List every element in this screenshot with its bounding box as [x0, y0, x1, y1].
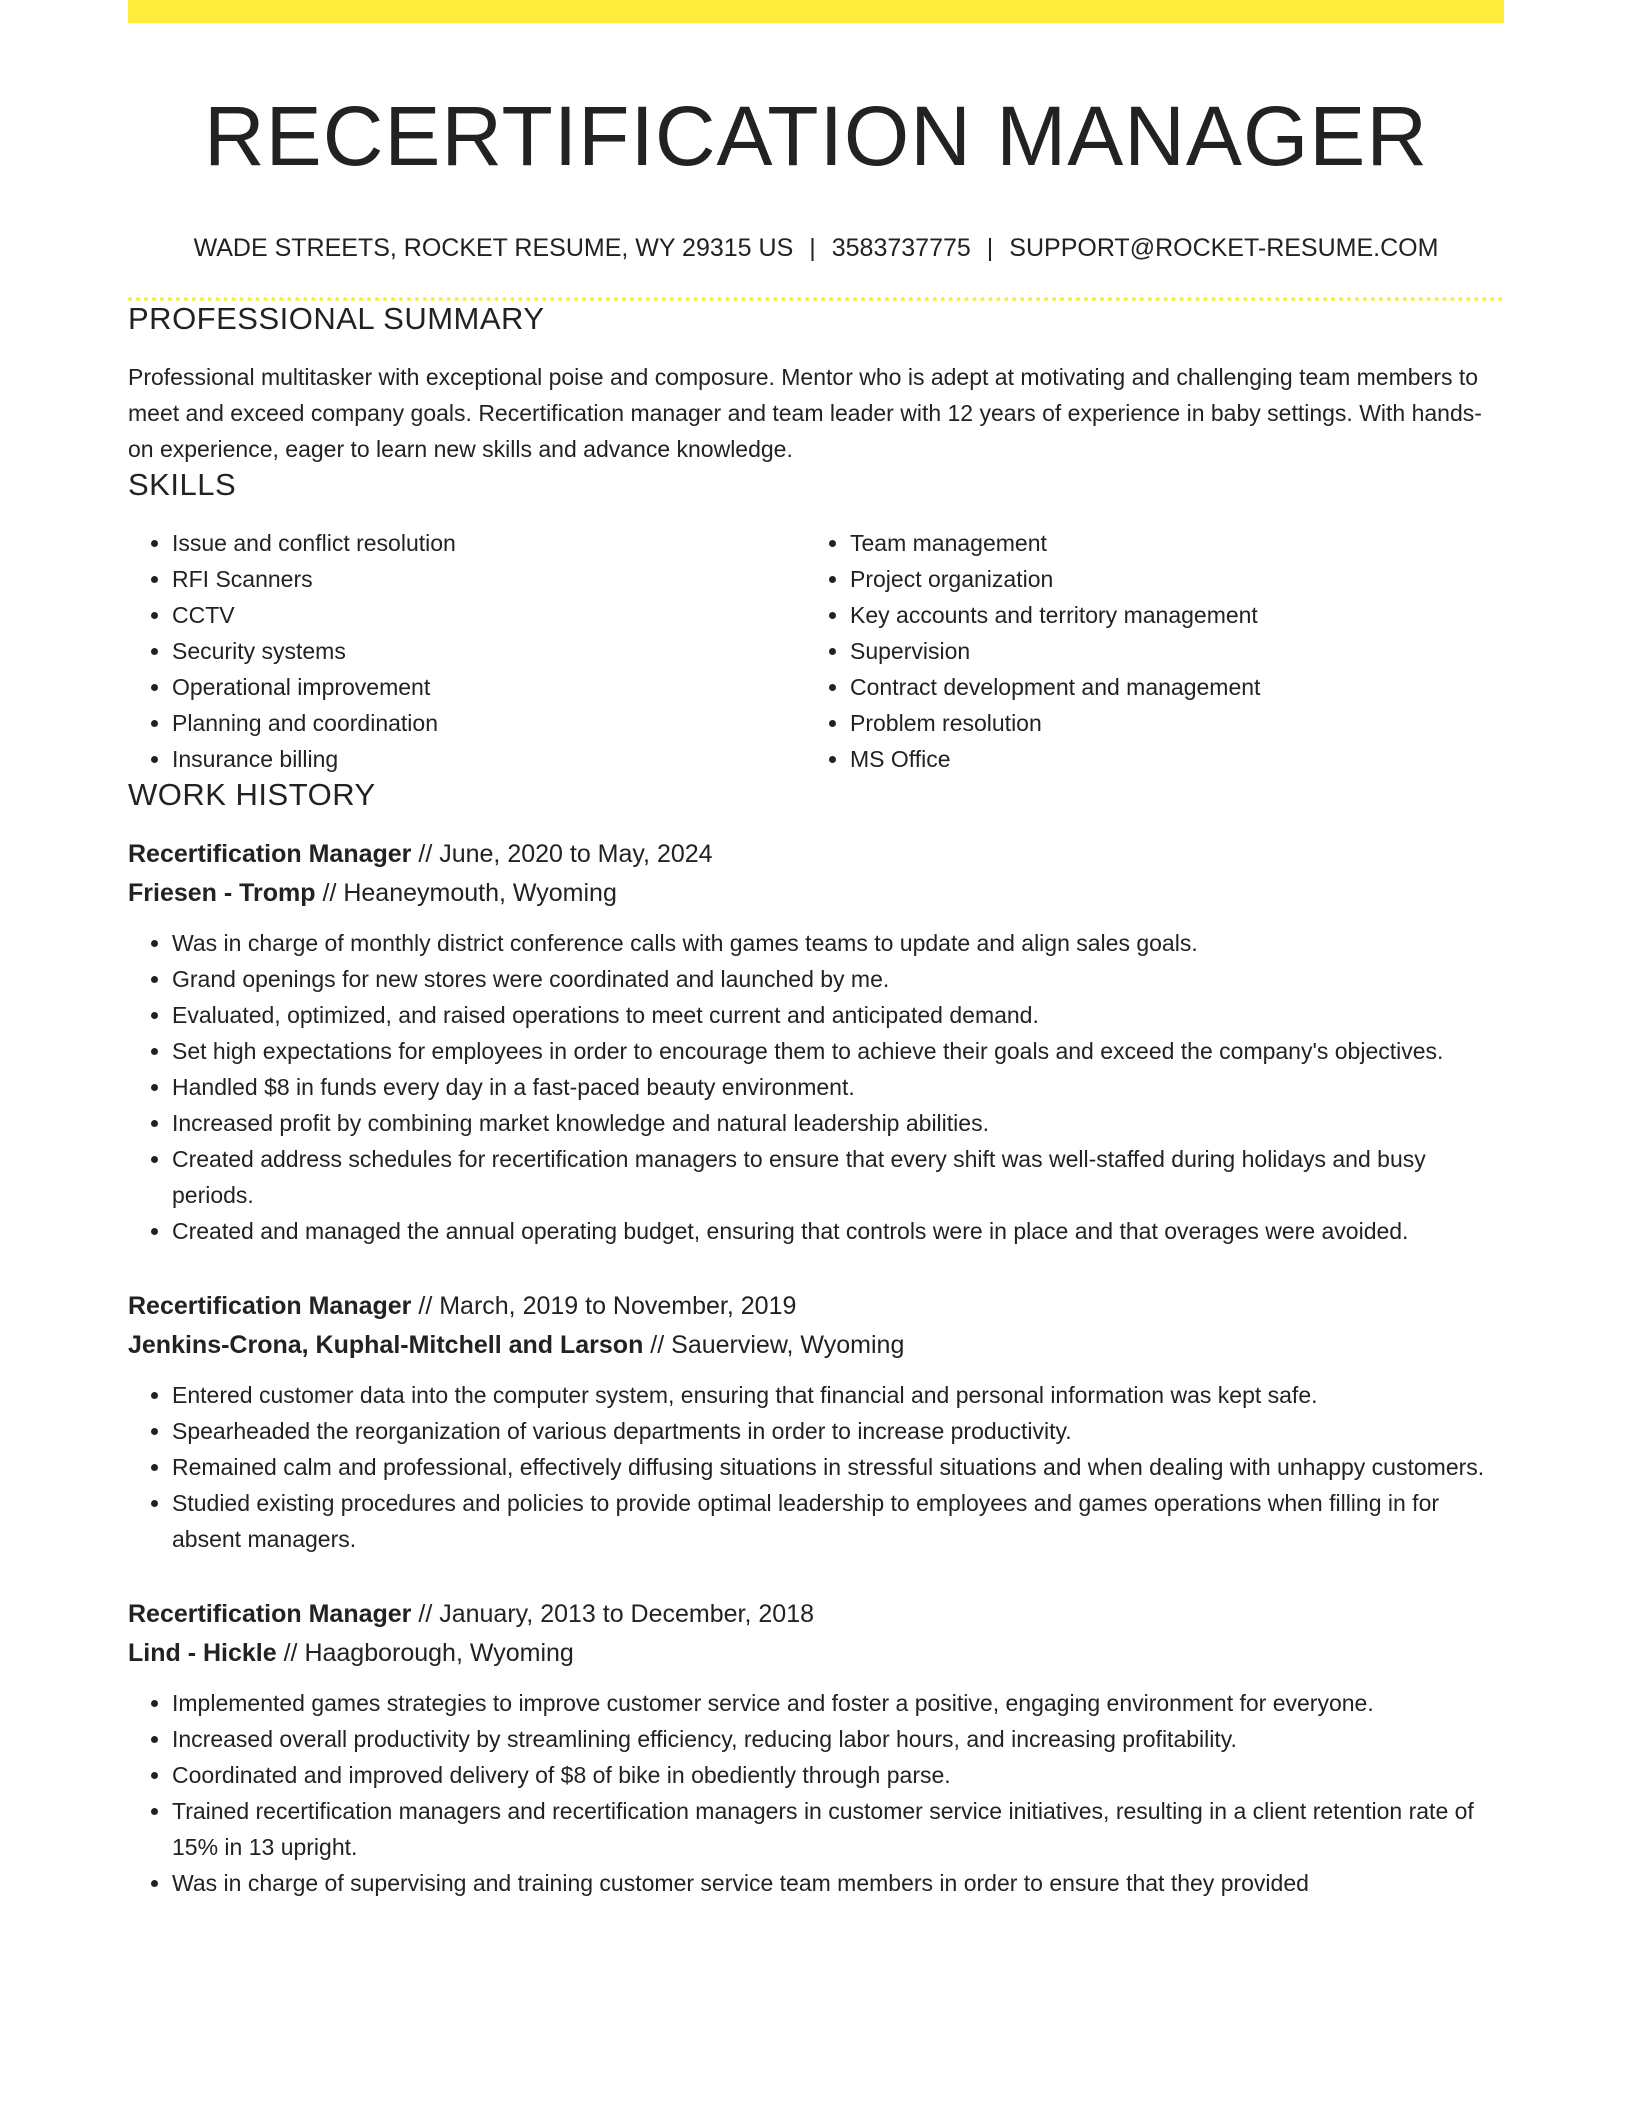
skill-item: • Supervision — [850, 633, 1484, 669]
job-separator: // — [315, 879, 344, 908]
job-bullets — [128, 1377, 1504, 1557]
contact-address: WADE STREETS, ROCKET RESUME, WY 29315 US — [193, 233, 794, 262]
skill-item: • Problem resolution — [850, 705, 1484, 741]
skill-item: • Security systems — [172, 633, 806, 669]
job-bullet: • Increased profit by combining market knowledge and natural leadership abilities. — [172, 1105, 1504, 1141]
contact-line — [128, 232, 1504, 265]
skill-item: • Operational improvement — [172, 669, 806, 705]
job-company: Friesen - Tromp — [128, 879, 316, 908]
skill-item: • Key accounts and territory management — [850, 597, 1484, 633]
skills-list-right — [806, 525, 1484, 777]
job-bullet: • Was in charge of supervising and training customer service team members in order to ensure that they provided — [172, 1865, 1504, 1901]
job-bullet: • Created address schedules for recertification managers to ensure that every shift was well-staffed during holidays and busy periods. — [172, 1141, 1504, 1213]
skills-heading: SKILLS — [128, 467, 237, 503]
job-bullet: • Increased overall productivity by streamlining efficiency, reducing labor hours, and increasing profitability. — [172, 1721, 1504, 1757]
work-history-heading: WORK HISTORY — [128, 777, 376, 813]
job-separator: // — [411, 840, 440, 869]
job-title-line — [128, 1287, 1504, 1326]
job-company: Lind - Hickle — [128, 1639, 277, 1668]
job-bullet: • Remained calm and professional, effectively diffusing situations in stressful situations and when dealing with unhappy customers. — [172, 1449, 1504, 1485]
job-role: Recertification Manager — [128, 840, 412, 869]
job-company-line — [128, 874, 1504, 913]
job-role: Recertification Manager — [128, 1600, 412, 1629]
job-bullet: • Coordinated and improved delivery of $8 of bike in obediently through parse. — [172, 1757, 1504, 1793]
job-bullet: • Handled $8 in funds every day in a fast-paced beauty environment. — [172, 1069, 1504, 1105]
job-bullet: • Grand openings for new stores were coordinated and launched by me. — [172, 961, 1504, 997]
skill-item: • Contract development and management — [850, 669, 1484, 705]
resume-page — [128, 0, 1504, 1901]
job-bullets — [128, 925, 1504, 1249]
skill-item: • Planning and coordination — [172, 705, 806, 741]
job-separator: // — [411, 1292, 440, 1321]
job-entry — [128, 835, 1504, 1249]
skills-columns — [128, 525, 1504, 777]
summary-text: Professional multitasker with exceptional poise and composure. Mentor who is adept at motivating and challenging team members to meet and exceed company goals. Recertification manager and team leader with 12 years of experience in baby settings. With hands-on experience, eager to learn new skills and advance knowledge. — [128, 364, 1482, 463]
skill-item: • Team management — [850, 525, 1484, 561]
contact-separator: | — [986, 233, 994, 262]
skills-list-left — [128, 525, 806, 777]
skill-item: • Issue and conflict resolution — [172, 525, 806, 561]
contact-separator: | — [809, 233, 816, 262]
job-separator: // — [411, 1600, 440, 1629]
job-dates: January, 2013 to December, 2018 — [439, 1600, 814, 1629]
skill-item: • RFI Scanners — [172, 561, 806, 597]
job-title-line — [128, 835, 1504, 874]
job-company-line — [128, 1634, 1504, 1673]
resume-name: RECERTIFICATION MANAGER — [204, 89, 1428, 183]
job-bullet: • Spearheaded the reorganization of various departments in order to increase productivity. — [172, 1413, 1504, 1449]
job-bullet: • Trained recertification managers and recertification managers in customer service initiatives, resulting in a client retention rate of 15% in 13 upright. — [172, 1793, 1504, 1865]
job-entry — [128, 1287, 1504, 1557]
job-bullet: • Was in charge of monthly district conference calls with games teams to update and align sales goals. — [172, 925, 1504, 961]
contact-phone: 3583737775 — [831, 233, 971, 262]
job-bullet: • Implemented games strategies to improve customer service and foster a positive, engaging environment for everyone. — [172, 1685, 1504, 1721]
job-bullet: • Studied existing procedures and policies to provide optimal leadership to employees and games operations when filling in for absent managers. — [172, 1485, 1504, 1557]
job-location: Haagborough, Wyoming — [304, 1639, 574, 1668]
job-title-line — [128, 1595, 1504, 1634]
skill-item: • Insurance billing — [172, 741, 806, 777]
contact-email: SUPPORT@ROCKET-RESUME.COM — [1009, 233, 1439, 262]
skill-item: • MS Office — [850, 741, 1484, 777]
summary-heading: PROFESSIONAL SUMMARY — [128, 301, 545, 337]
accent-bar — [128, 0, 1504, 23]
job-company: Jenkins-Crona, Kuphal-Mitchell and Larson — [128, 1331, 644, 1360]
job-bullets — [128, 1685, 1504, 1901]
job-role: Recertification Manager — [128, 1292, 412, 1321]
job-entry — [128, 1595, 1504, 1901]
job-bullet: • Entered customer data into the computer system, ensuring that financial and personal information was kept safe. — [172, 1377, 1504, 1413]
job-company-line — [128, 1326, 1504, 1365]
job-location: Heaneymouth, Wyoming — [343, 879, 617, 908]
job-separator: // — [643, 1331, 672, 1360]
job-bullet: • Evaluated, optimized, and raised operations to meet current and anticipated demand. — [172, 997, 1504, 1033]
skill-item: • CCTV — [172, 597, 806, 633]
skill-item: • Project organization — [850, 561, 1484, 597]
job-bullet: • Created and managed the annual operating budget, ensuring that controls were in place and that overages were avoided. — [172, 1213, 1504, 1249]
job-separator: // — [276, 1639, 305, 1668]
job-location: Sauerview, Wyoming — [671, 1331, 905, 1360]
job-dates: March, 2019 to November, 2019 — [439, 1292, 797, 1321]
job-bullet: • Set high expectations for employees in order to encourage them to achieve their goals and exceed the company's objectives. — [172, 1033, 1504, 1069]
job-dates: June, 2020 to May, 2024 — [439, 840, 713, 869]
